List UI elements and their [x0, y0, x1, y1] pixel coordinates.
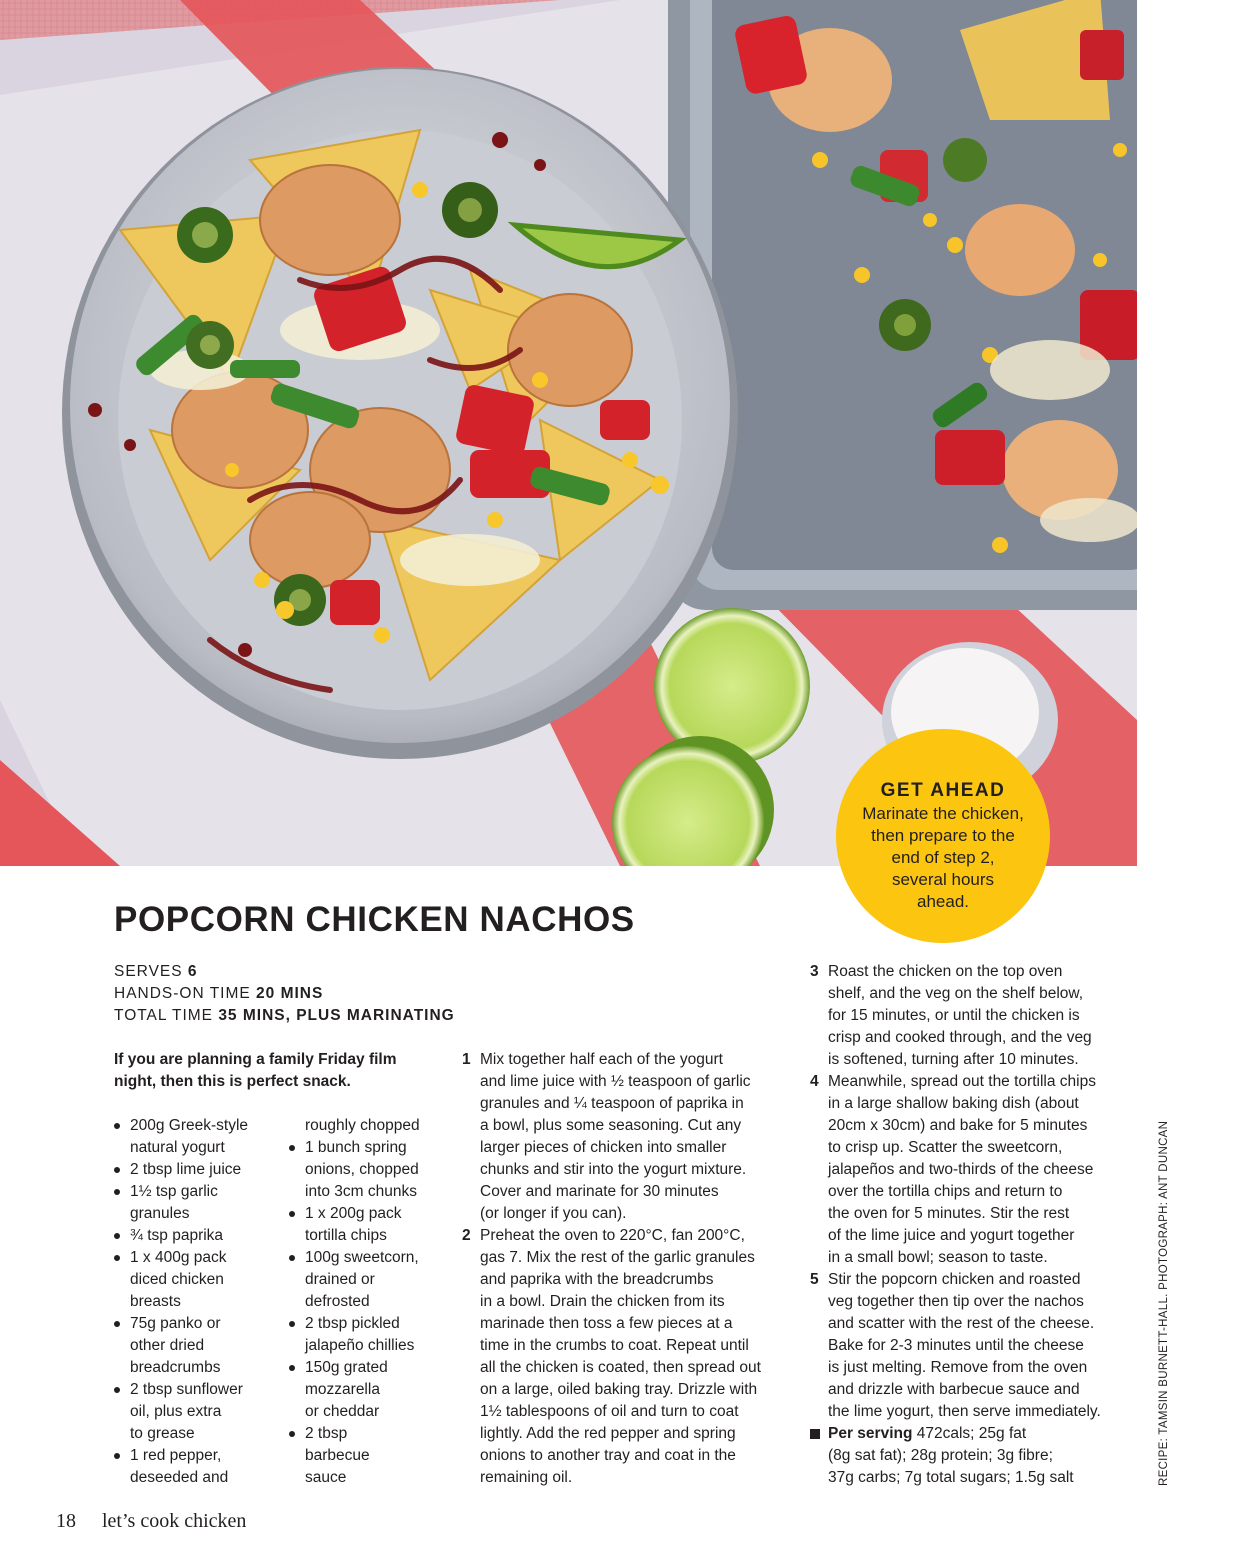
step-line: 20cm x 30cm) and bake for 5 minutes — [828, 1117, 1088, 1134]
badge-line: then prepare to the — [871, 826, 1015, 845]
step-line: the lime yogurt, then serve immediately. — [828, 1403, 1101, 1420]
ingredient-item — [289, 1423, 449, 1489]
step-number: 2 — [462, 1227, 471, 1244]
step-line: and lime juice with ½ teaspoon of garlic — [480, 1073, 751, 1090]
ingredient-line: 1½ tsp garlic — [130, 1183, 218, 1200]
nutrition-line — [828, 1423, 1140, 1445]
method-column-1 — [462, 1049, 792, 1489]
step-line: to crisp up. Scatter the sweetcorn, — [828, 1139, 1063, 1156]
step-line: Bake for 2-3 minutes until the cheese — [828, 1337, 1084, 1354]
step-line: onions to another tray and coat in the — [480, 1447, 736, 1464]
badge-line: ahead. — [917, 892, 969, 911]
step-number: 1 — [462, 1051, 471, 1068]
photo-credit: RECIPE: TAMSIN BURNETT-HALL. PHOTOGRAPH: ANT DUNCAN — [1158, 1120, 1170, 1486]
ingredient-line: other dried — [130, 1337, 205, 1354]
ingredient-item — [114, 1445, 284, 1489]
hands-on-value: 20 MINS — [256, 985, 324, 1002]
step-line: a bowl, plus some seasoning. Cut any — [480, 1117, 742, 1134]
step-line: (or longer if you can). — [480, 1205, 627, 1222]
step-line: Stir the popcorn chicken and roasted — [828, 1271, 1081, 1288]
ingredient-item — [114, 1313, 284, 1379]
page-footer — [56, 1509, 246, 1533]
badge-text — [836, 803, 1050, 913]
step-line: is softened, turning after 10 minutes. — [828, 1051, 1079, 1068]
nutrition-line: (8g sat fat); 28g protein; 3g fibre; — [828, 1447, 1053, 1464]
step-line: over the tortilla chips and return to — [828, 1183, 1063, 1200]
baking-tray — [668, 0, 1137, 610]
method-step — [462, 1049, 792, 1225]
ingredient-line: oil, plus extra — [130, 1403, 222, 1420]
step-line: jalapeños and two-thirds of the cheese — [828, 1161, 1094, 1178]
ingredient-line: breasts — [130, 1293, 181, 1310]
step-line: gas 7. Mix the rest of the garlic granules — [480, 1249, 755, 1266]
ingredient-item — [114, 1115, 284, 1159]
serves-label: SERVES — [114, 963, 183, 980]
ingredient-line: diced chicken — [130, 1271, 224, 1288]
step-line: chunks and stir into the yogurt mixture. — [480, 1161, 747, 1178]
step-line: 1½ tablespoons of oil and turn to coat — [480, 1403, 739, 1420]
step-line: marinade then toss a few pieces at a — [480, 1315, 733, 1332]
step-line: and scatter with the rest of the cheese. — [828, 1315, 1095, 1332]
nutrition-info — [810, 1423, 1140, 1489]
ingredient-line: ¾ tsp paprika — [130, 1227, 224, 1244]
badge-line: end of step 2, — [891, 848, 995, 867]
hands-on-row — [114, 983, 455, 1005]
step-line: shelf, and the veg on the shelf below, — [828, 985, 1084, 1002]
ingredient-line: 1 x 200g pack — [305, 1205, 402, 1222]
ingredient-line: 150g grated — [305, 1359, 388, 1376]
ingredient-item — [289, 1313, 449, 1357]
recipe-meta — [114, 961, 455, 1027]
total-time-value: 35 MINS, PLUS MARINATING — [218, 1007, 455, 1024]
ingredient-line: 200g Greek-style — [130, 1117, 249, 1134]
step-line: granules and ¼ teaspoon of paprika in — [480, 1095, 744, 1112]
ingredient-line: mozzarella — [305, 1381, 380, 1398]
step-number: 5 — [810, 1271, 819, 1288]
step-line: lightly. Add the red pepper and spring — [480, 1425, 736, 1442]
step-line: in a bowl. Drain the chicken from its — [480, 1293, 725, 1310]
method-step — [810, 1071, 1140, 1269]
ingredient-line: drained or — [305, 1271, 375, 1288]
step-line: and paprika with the breadcrumbs — [480, 1271, 714, 1288]
intro-line: If you are planning a family Friday film — [114, 1051, 397, 1068]
ingredient-line: defrosted — [305, 1293, 370, 1310]
step-line: the oven for 5 minutes. Stir the rest — [828, 1205, 1070, 1222]
step-line: all the chicken is coated, then spread out — [480, 1359, 761, 1376]
step-line: Mix together half each of the yogurt — [480, 1051, 723, 1068]
ingredient-item — [289, 1357, 449, 1423]
ingredient-item — [289, 1137, 449, 1203]
badge-line: several hours — [891, 870, 995, 889]
step-line: in a large shallow baking dish (about — [828, 1095, 1079, 1112]
step-line: in a small bowl; season to taste. — [828, 1249, 1048, 1266]
ingredient-line: barbecue — [305, 1447, 370, 1464]
section-name: let’s cook chicken — [102, 1510, 247, 1532]
step-line: time in the crumbs to coat. Repeat until — [480, 1337, 749, 1354]
ingredient-item — [114, 1159, 284, 1181]
ingredient-line: to grease — [130, 1425, 195, 1442]
step-number: 4 — [810, 1073, 819, 1090]
ingredients-column-1 — [114, 1115, 284, 1489]
step-line: is just melting. Remove from the oven — [828, 1359, 1088, 1376]
ingredient-line: deseeded and — [130, 1469, 229, 1486]
method-step — [810, 1269, 1140, 1423]
nutrition-values: 472cals; 25g fat — [912, 1425, 1027, 1442]
step-number: 3 — [810, 963, 819, 980]
step-line: crisp and cooked through, and the veg — [828, 1029, 1092, 1046]
step-line: for 15 minutes, or until the chicken is — [828, 1007, 1080, 1024]
ingredient-item — [114, 1225, 284, 1247]
ingredient-line: or cheddar — [305, 1403, 380, 1420]
ingredient-line: 2 tbsp sunflower — [130, 1381, 243, 1398]
step-line: Roast the chicken on the top oven — [828, 963, 1063, 980]
per-serving-label: Per serving — [828, 1425, 913, 1442]
ingredient-line: 1 red pepper, — [130, 1447, 222, 1464]
ingredient-line: breadcrumbs — [130, 1359, 221, 1376]
get-ahead-badge — [836, 729, 1050, 943]
ingredient-item — [289, 1247, 449, 1313]
step-line: and drizzle with barbecue sauce and — [828, 1381, 1080, 1398]
ingredient-line: 75g panko or — [130, 1315, 221, 1332]
ingredient-line: 2 tbsp lime juice — [130, 1161, 242, 1178]
square-bullet-icon — [810, 1429, 820, 1439]
step-line: on a large, oiled baking tray. Drizzle with — [480, 1381, 758, 1398]
ingredient-line: sauce — [305, 1469, 347, 1486]
step-line: veg together then tip over the nachos — [828, 1293, 1084, 1310]
step-line: Preheat the oven to 220°C, fan 200°C, — [480, 1227, 745, 1244]
ingredient-line: 1 x 400g pack — [130, 1249, 227, 1266]
total-time-row — [114, 1005, 455, 1027]
serves-row — [114, 961, 455, 983]
ingredient-line: 100g sweetcorn, — [305, 1249, 419, 1266]
ingredient-line: 2 tbsp pickled — [305, 1315, 400, 1332]
badge-title: GET AHEAD — [880, 780, 1006, 801]
ingredient-line: 1 bunch spring — [305, 1139, 407, 1156]
ingredient-item — [114, 1181, 284, 1225]
ingredient-item — [114, 1247, 284, 1313]
badge-line: Marinate the chicken, — [862, 804, 1024, 823]
intro-line: night, then this is perfect snack. — [114, 1073, 351, 1090]
method-step — [810, 961, 1140, 1071]
serves-value: 6 — [187, 963, 198, 980]
recipe-title: POPCORN CHICKEN NACHOS — [114, 900, 635, 939]
step-line: of the lime juice and yogurt together — [828, 1227, 1075, 1244]
total-time-label: TOTAL TIME — [114, 1007, 213, 1024]
step-line: Cover and marinate for 30 minutes — [480, 1183, 719, 1200]
ingredient-item — [289, 1203, 449, 1247]
ingredient-continuation: roughly chopped — [305, 1117, 420, 1134]
step-line: remaining oil. — [480, 1469, 573, 1486]
ingredient-item — [114, 1379, 284, 1445]
ingredient-line: jalapeño chillies — [305, 1337, 415, 1354]
method-step — [462, 1225, 792, 1489]
step-line: larger pieces of chicken into smaller — [480, 1139, 727, 1156]
page-number: 18 — [56, 1510, 76, 1532]
plate — [62, 67, 738, 759]
step-line: Meanwhile, spread out the tortilla chips — [828, 1073, 1096, 1090]
recipe-intro — [114, 1049, 444, 1093]
hands-on-label: HANDS-ON TIME — [114, 985, 251, 1002]
nutrition-line: 37g carbs; 7g total sugars; 1.5g salt — [828, 1469, 1074, 1486]
ingredient-line: onions, chopped — [305, 1161, 419, 1178]
method-column-2 — [810, 961, 1140, 1489]
ingredient-line: tortilla chips — [305, 1227, 387, 1244]
ingredient-line: into 3cm chunks — [305, 1183, 417, 1200]
ingredients-column-2 — [289, 1115, 449, 1489]
ingredient-line: natural yogurt — [130, 1139, 225, 1156]
ingredient-line: 2 tbsp — [305, 1425, 348, 1442]
ingredient-line: granules — [130, 1205, 190, 1222]
